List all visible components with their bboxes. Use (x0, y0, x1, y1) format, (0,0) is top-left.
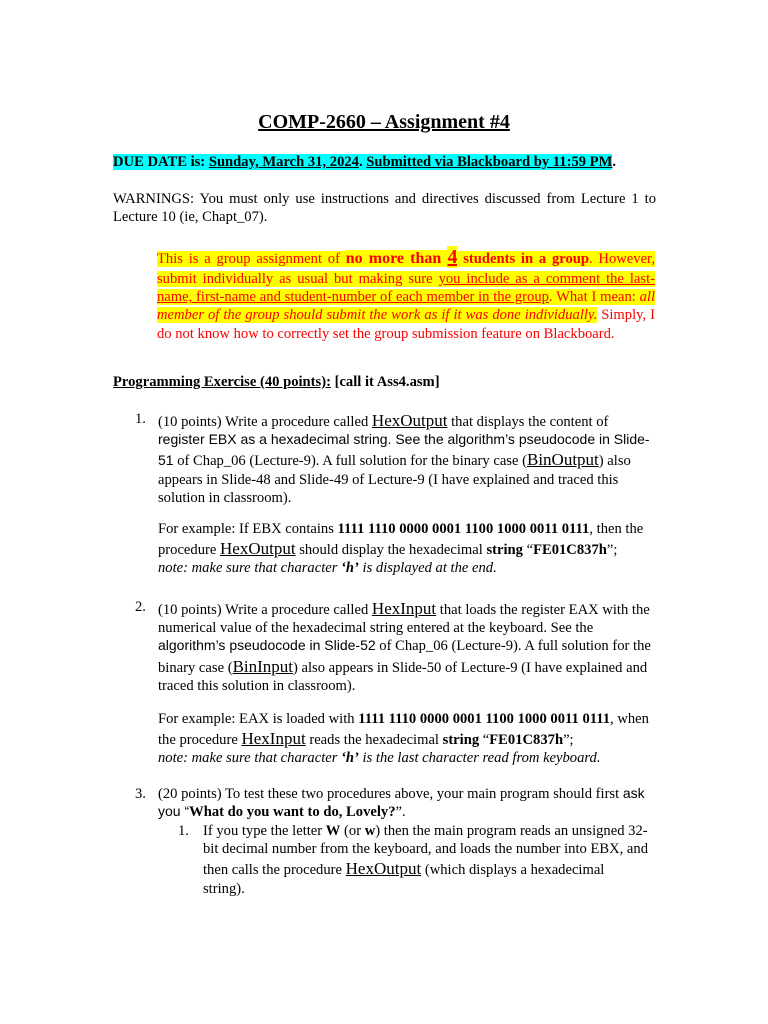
sub-text-3: ) then the main program reads an unsigned 32- bit decimal number from the keyboard, and loads the number into EBX, and then calls the procedure (203, 823, 648, 879)
item3-text-a: (20 points) To test these two procedures above, your main program should first (158, 786, 623, 802)
item-text (158, 598, 655, 695)
item2-note2: is the last character read from keyboard. (358, 750, 601, 767)
proc-hexoutput: HexOutput (371, 411, 448, 430)
item2-ex4: string (442, 732, 480, 749)
sub-text-2: (or (340, 823, 365, 839)
proc-bininput: BinInput (232, 656, 294, 676)
sub-letter-lower: w (364, 823, 376, 839)
group-text-2: no more than (345, 250, 448, 267)
item1-note2: is displayed at the end. (358, 560, 497, 577)
proc-hexinput: HexInput (371, 599, 437, 618)
group-text-9: Simply, I do not know how to correctly set the group submission feature on Blackboard. (157, 307, 655, 342)
due-date-line (113, 153, 616, 171)
item2-text-c: algorithm’s pseudocode in Slide-52 (158, 637, 376, 654)
item-number: 3. (135, 786, 146, 802)
item2-text-d: of Chap_06 (Lecture-9). A full solution for the binary case ( (158, 638, 651, 676)
item1-note1: note: make sure that character (158, 560, 342, 577)
proc-binoutput: BinOutput (526, 450, 599, 470)
item1-ex5: “ (522, 542, 534, 559)
item1-ex4: string (486, 542, 523, 559)
item1-ex1: For example: If EBX contains (158, 521, 338, 537)
item1-bits: 1111 1110 0000 0001 1100 1000 0011 0111 (337, 521, 590, 537)
group-text-1: This is a group assignment of (157, 251, 346, 267)
section-title: Programming Exercise (40 points): (113, 374, 331, 390)
item-number: 2. (135, 599, 146, 615)
proc-hexoutput: HexOutput (345, 859, 422, 879)
item-text (158, 785, 655, 821)
group-notice (157, 245, 655, 343)
section-heading (113, 373, 440, 391)
item2-ex5: “ (479, 732, 490, 749)
group-text-4: students in a group (457, 251, 589, 267)
item3-text-b: ask you “ (158, 785, 645, 820)
item1-text-f: ) also appears in Slide-48 and Slide-49 of Lecture-9 (I have explained and traced this solution in classroom). (158, 453, 631, 506)
item-example (158, 520, 655, 578)
item2-text-b: that loads the register EAX with the numerical value of the hexadecimal string entered at the keyboard. See the (158, 602, 650, 637)
item1-hex: FE01C837h (533, 542, 607, 559)
item2-ex3: reads the hexadecimal (305, 732, 443, 749)
item1-text-e: of Chap_06 (Lecture-9). A full solution for the binary case ( (173, 453, 527, 470)
group-text-6: you include as a comment the last-name, first-name and student-number of each member in the group (157, 271, 655, 306)
proc-hexoutput: HexOutput (220, 539, 296, 559)
item1-text-b: that displays the content of (447, 414, 609, 430)
item1-note-h: ‘h’ (341, 560, 359, 577)
due-date: Sunday, March 31, 2024 (208, 154, 359, 170)
item1-text-d: . See the algorithm’s pseudocode in Slide-51 (158, 431, 650, 469)
group-text-8: all member of the group should submit the work as if it was done individually. (157, 289, 655, 324)
item1-ex2: , then the procedure (158, 521, 644, 559)
item-example (158, 710, 655, 768)
group-text-7: . What I mean: (548, 289, 640, 306)
sub-letter-upper: W (325, 823, 341, 839)
warnings-paragraph: WARNINGS: You must only use instructions and directives discussed from Lecture 1 to Lecture 10 (ie, Chapt_07). (113, 191, 656, 226)
due-end: . (612, 154, 617, 170)
item2-text-a: (10 points) Write a procedure called (158, 602, 372, 618)
item1-ex3: should display the hexadecimal (295, 542, 487, 559)
sub-text-1: If you type the letter (203, 823, 326, 839)
item2-bits: 1111 1110 0000 0001 1100 1000 0011 0111 (358, 711, 611, 727)
sub-text-4: (which displays a hexadecimal string). (203, 862, 605, 897)
item2-ex2: , when the procedure (158, 711, 649, 749)
due-separator: . (358, 154, 367, 170)
item1-ex6: ”; (606, 542, 618, 559)
item2-note-h: ‘h’ (341, 750, 359, 767)
item3-text-c: ”. (395, 804, 406, 821)
submission-info: Submitted via Blackboard by 11:59 PM (366, 154, 613, 170)
proc-hexinput: HexInput (241, 729, 306, 749)
group-size: 4 (447, 246, 458, 268)
group-text-5: . However, submit individually as usual but making sure (157, 251, 655, 287)
item2-note1: note: make sure that character (158, 750, 342, 767)
item2-ex1: For example: EAX is loaded with (158, 711, 359, 727)
document-title: COMP-2660 – Assignment #4 (258, 111, 510, 133)
item-text (158, 410, 655, 507)
section-call: [call it Ass4.asm] (330, 374, 440, 390)
item2-hex: FE01C837h (489, 732, 564, 749)
prompt-question: What do you want to do, Lovely? (189, 804, 396, 821)
item2-text-e: ) also appears in Slide-50 of Lecture-9 (I have explained and traced this solution in classroom). (158, 659, 648, 694)
item-number: 1. (135, 411, 146, 427)
item1-text-c: register EBX as a hexadecimal string (158, 431, 388, 448)
sub-item-number: 1. (178, 823, 189, 839)
item1-text-a: (10 points) Write a procedure called (158, 414, 372, 430)
sub-item-text (203, 822, 648, 898)
due-label: DUE DATE is: (113, 154, 209, 170)
item2-ex6: ”; (563, 732, 574, 749)
